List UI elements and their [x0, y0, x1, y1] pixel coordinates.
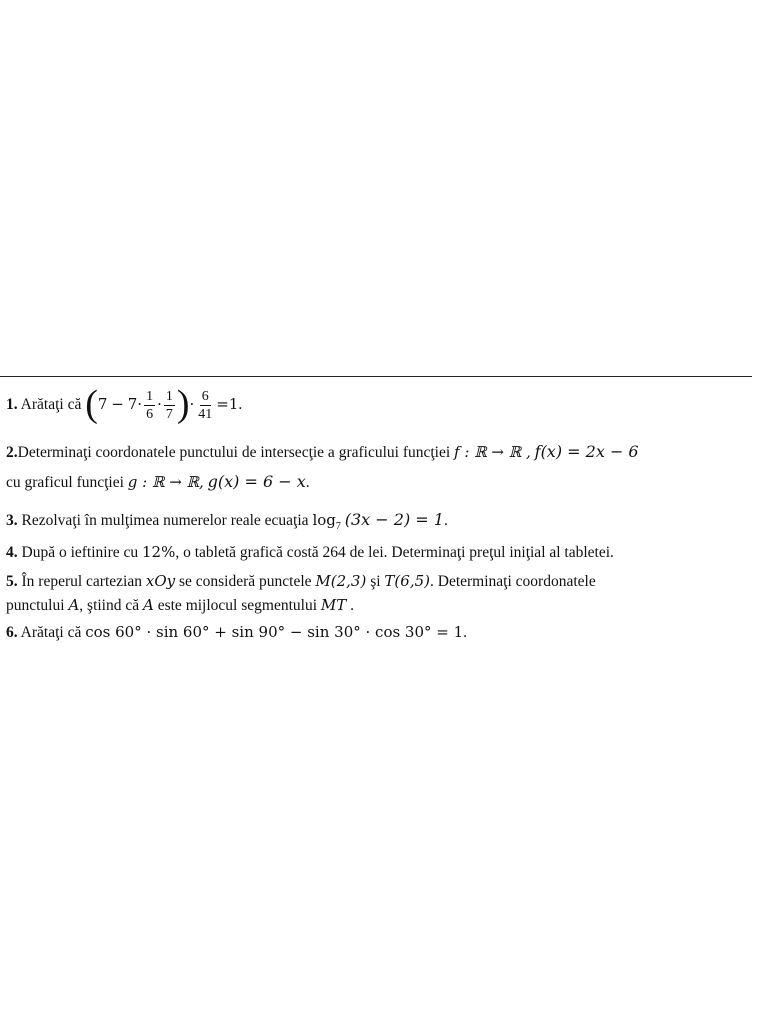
period: . [443, 512, 448, 529]
math-operator: − [111, 395, 124, 414]
problem-text: Rezolvaţi în mulţimea numerelor reale ecuaţia [21, 512, 309, 529]
problem-number: 4. [6, 544, 18, 561]
problem-number: 3. [6, 512, 18, 529]
problem-text: După o ieftinire cu [21, 544, 139, 561]
denominator: 41 [198, 407, 213, 422]
function-expression: g(x) = 6 − x [207, 472, 306, 491]
math-equals: =1 [216, 395, 239, 414]
problem-3 [6, 510, 448, 537]
math-term: 7 [127, 395, 138, 414]
function-expression: f(x) = 2x − 6 [534, 442, 639, 461]
separator-line [0, 376, 752, 377]
denominator: 6 [146, 407, 154, 422]
point-t: T(6,5) [384, 572, 430, 590]
point-a: A [68, 596, 80, 614]
problem-6 [6, 622, 467, 643]
problem-text: Arătaţi că [20, 624, 82, 641]
denominator: 7 [165, 407, 173, 422]
period: . [305, 474, 310, 491]
problem-text: Determinaţi coordonatele punctului de intersecţie a graficului funcţiei [17, 444, 451, 461]
problem-5 [6, 571, 596, 592]
left-paren: ( [85, 382, 98, 425]
problem-text: cu graficul funcţiei [6, 474, 124, 491]
problem-2-line-2 [6, 472, 310, 493]
function-definition: g : ℝ → ℝ, [127, 473, 204, 491]
numerator: 6 [201, 389, 209, 404]
conjunction: şi [370, 573, 381, 590]
problem-text: . Determinaţi coordonatele [430, 573, 596, 590]
math-operator: · [189, 395, 195, 414]
problem-4 [6, 542, 614, 563]
math-operator: · [137, 395, 143, 414]
problem-1 [6, 382, 243, 425]
problem-5-line-2 [6, 595, 354, 616]
math-operator: · [157, 395, 162, 414]
problem-text: , o tabletă grafică costă 264 de lei. Determinaţi preţul iniţial al tabletei. [175, 544, 614, 561]
period: . [350, 597, 354, 614]
math-term: 7 [97, 395, 108, 414]
period: . [238, 396, 243, 414]
log-argument: (3x − 2) = 1 [344, 510, 444, 529]
log-function: log [312, 511, 336, 529]
problem-text: se consideră punctele [178, 573, 312, 590]
coordinate-system: xOy [145, 572, 176, 590]
fraction [196, 388, 214, 423]
problem-text: , ştiind că [79, 597, 140, 614]
numerator: 1 [165, 389, 173, 404]
log-base: 7 [335, 521, 341, 532]
problem-text: Arătaţi că [20, 396, 82, 414]
point-a: A [143, 596, 154, 614]
percentage: 12% [142, 543, 176, 561]
period: . [463, 624, 468, 641]
numerator: 1 [146, 389, 154, 404]
problem-number: 5. [6, 573, 18, 590]
problem-text: punctului [6, 597, 65, 614]
problem-text: este mijlocul segmentului [157, 597, 317, 614]
problem-number: 6. [6, 624, 18, 641]
trig-expression: cos 60° · sin 60° + sin 90° − sin 30° · cos 30° = 1 [85, 623, 464, 641]
segment-mt: MT [320, 596, 347, 614]
problem-number: 1. [6, 396, 18, 414]
fraction [164, 388, 175, 423]
problem-number: 2. [6, 444, 18, 461]
problem-2 [6, 442, 639, 463]
right-paren: ) [176, 382, 190, 425]
function-definition: f : ℝ → ℝ , [454, 443, 531, 461]
point-m: M(2,3) [315, 572, 367, 590]
problem-text: În reperul cartezian [21, 573, 142, 590]
fraction [144, 388, 155, 423]
